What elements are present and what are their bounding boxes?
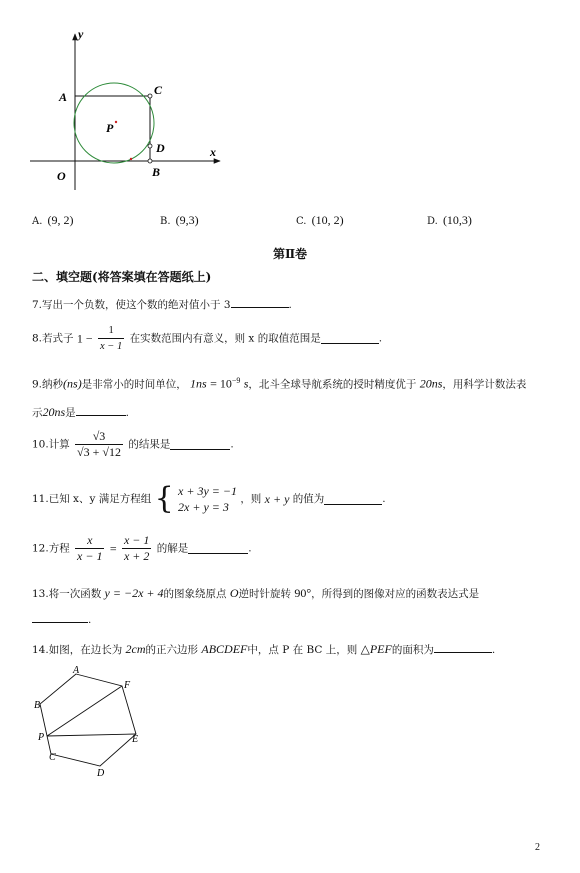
q10-post: 的结果是	[128, 438, 171, 451]
option-value: (10, 2)	[311, 213, 344, 227]
equation-2: 2x + y = 3	[178, 500, 229, 514]
q9-eq-lhs: 1ns	[190, 376, 207, 391]
hexagon-figure	[30, 664, 150, 782]
hex-label-f: F	[124, 680, 131, 691]
q10-pre: 10.计算	[32, 438, 70, 451]
q10-fraction	[75, 430, 123, 459]
hex-label-p: P	[38, 732, 45, 743]
q9-eq-s: s	[243, 376, 249, 391]
option-d[interactable]	[427, 209, 472, 228]
q9-line2-post: 是	[65, 407, 76, 419]
q13-function: y = −2x + 4	[104, 586, 164, 600]
q8-post: 在实数范围内有意义，则 x 的取值范围是	[129, 332, 321, 345]
left-brace: {	[154, 481, 174, 516]
segment-pe	[47, 734, 136, 736]
option-a[interactable]	[32, 209, 74, 228]
q14-side: 2cm	[125, 642, 146, 656]
q7-end: .	[288, 299, 292, 311]
question-10	[32, 430, 234, 459]
label-a: A	[59, 90, 68, 104]
q8-numerator: 1	[98, 324, 124, 339]
label-o: O	[57, 169, 66, 183]
q13-origin: O	[229, 586, 239, 600]
q11-expr: x + y	[264, 492, 290, 506]
q13-mid2: 逆时针旋转	[238, 588, 292, 600]
answer-blank[interactable]	[324, 494, 382, 505]
question-12	[32, 534, 252, 563]
q14-mid1: 的正六边形	[145, 644, 199, 656]
answer-blank[interactable]	[76, 405, 126, 416]
point-b	[148, 159, 152, 163]
label-p: P	[106, 121, 114, 135]
option-value: (9,3)	[175, 213, 199, 227]
q12-fraction-right	[122, 534, 151, 563]
question-7	[32, 297, 292, 312]
q11-mid: ，则	[240, 493, 262, 505]
volume-title: 第Ⅱ卷	[272, 247, 308, 261]
q12-equals: =	[109, 541, 117, 556]
q9-unit: (ns)	[63, 376, 82, 391]
q14-triangle: △PEF	[360, 642, 392, 656]
q12-denominator-2: x + 2	[123, 549, 150, 563]
segment-pf	[47, 686, 122, 736]
page-number: 2	[535, 842, 540, 853]
question-13	[32, 586, 479, 601]
q8-pre: 8.若式子	[32, 332, 74, 345]
q14-hexagon: ABCDEF	[201, 642, 248, 656]
q7-text: 7.写出一个负数，使这个数的绝对值小于 3	[32, 299, 231, 311]
hex-label-b: B	[34, 700, 41, 711]
q9-pre: 9.纳秒	[32, 378, 64, 391]
answer-blank[interactable]	[32, 612, 88, 623]
q12-fraction-left	[75, 534, 104, 563]
q13-pre: 13.将一次函数	[32, 588, 102, 600]
q8-end: .	[378, 332, 383, 345]
q9-line2-value: 20ns	[42, 405, 66, 419]
q10-numerator: √3	[75, 430, 123, 445]
q12-numerator-1: x	[75, 534, 104, 549]
answer-blank[interactable]	[188, 543, 248, 554]
question-9-line2	[32, 405, 129, 420]
q8-expr-lead: 1 −	[76, 331, 93, 346]
option-b[interactable]	[160, 209, 199, 228]
coordinate-figure	[28, 28, 228, 190]
q14-pre: 14.如图，在边长为	[32, 644, 123, 656]
option-value: (10,3)	[442, 213, 472, 227]
question-13-line2	[32, 612, 91, 627]
q9-exponent: −9	[231, 376, 241, 385]
equation-system	[178, 483, 237, 515]
q11-post: 的值为	[292, 493, 325, 505]
question-11	[32, 483, 386, 515]
q9-mid1: 是非常小的时间单位，	[81, 378, 187, 391]
q13-mid1: 的图象绕原点	[163, 588, 227, 600]
q9-end: .	[125, 407, 130, 419]
option-letter: D.	[427, 216, 438, 227]
q9-mid3: ，用科学计数法表	[442, 378, 527, 391]
label-b: B	[152, 165, 161, 179]
q8-denominator: x − 1	[100, 341, 123, 352]
point-d	[148, 144, 152, 148]
q14-end: .	[491, 644, 496, 656]
q14-mid2: 中，点 P 在 BC 上，则	[247, 644, 358, 656]
q11-end: .	[382, 493, 386, 505]
option-letter: B.	[160, 216, 171, 227]
q9-value: 20ns	[419, 376, 443, 391]
question-9	[32, 374, 526, 392]
q14-post: 的面积为	[391, 644, 434, 656]
answer-blank[interactable]	[170, 439, 230, 450]
q9-line2-pre: 示	[32, 407, 43, 419]
q12-pre: 12.方程	[32, 542, 70, 555]
hex-label-a: A	[73, 665, 80, 676]
option-letter: C.	[296, 216, 307, 227]
point-p	[115, 121, 117, 123]
q12-numerator-2: x − 1	[123, 533, 150, 547]
q9-mid2: ，北斗全球导航系统的授时精度优于	[248, 378, 417, 391]
answer-blank[interactable]	[434, 642, 492, 653]
q13-angle: 90°	[294, 586, 312, 600]
equation-1: x + 3y = −1	[178, 484, 237, 498]
point-c	[148, 94, 152, 98]
circle-p	[74, 83, 154, 163]
label-y: y	[78, 28, 84, 41]
q8-fraction	[98, 324, 124, 353]
hex-label-e: E	[132, 734, 139, 745]
option-letter: A.	[32, 216, 43, 227]
answer-blank[interactable]	[321, 333, 379, 344]
tangent-mark	[130, 158, 132, 160]
label-d: D	[156, 141, 165, 155]
q10-denominator: √3 + √12	[77, 445, 121, 459]
q13-end: .	[88, 614, 92, 626]
label-x: x	[210, 145, 216, 159]
q12-end: .	[248, 542, 252, 555]
label-c: C	[154, 83, 163, 97]
q12-post: 的解是	[156, 542, 189, 555]
question-14	[32, 642, 495, 657]
option-c[interactable]	[296, 209, 344, 228]
question-8	[32, 324, 382, 353]
q11-pre: 11.已知 x、y 满足方程组	[32, 493, 152, 505]
hex-label-d: D	[97, 768, 105, 779]
q12-denominator-1: x − 1	[77, 549, 103, 563]
q10-end: .	[230, 438, 234, 451]
answer-blank[interactable]	[231, 297, 289, 308]
option-value: (9, 2)	[47, 213, 74, 227]
q9-eq-rhs: = 10	[210, 376, 232, 391]
section-title: 二、填空题(将答案填在答题纸上)	[32, 270, 212, 284]
hex-label-c: C	[49, 752, 56, 763]
q13-post: ，所得到的图像对应的函数表达式是	[311, 588, 480, 600]
